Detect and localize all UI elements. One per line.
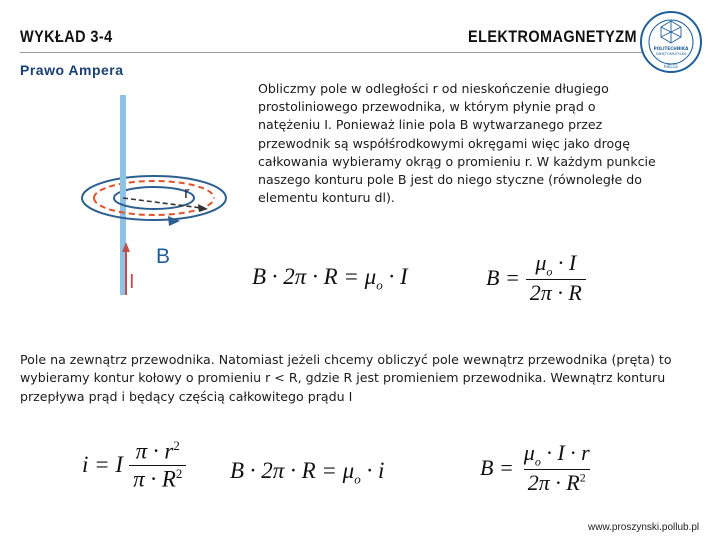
eq5-numerator: $\mu_o \cdot I \cdot r$ [523, 440, 590, 469]
eq3-lhs: i = I [82, 452, 124, 478]
radius-label: r [184, 183, 190, 202]
eq2-lhs: B = [486, 265, 520, 291]
logo-ring-text: KIELCE [664, 64, 678, 69]
footer-url[interactable]: www.proszynski.pollub.pl [588, 522, 700, 533]
eq2-numerator: $\mu_o \cdot I$ [535, 250, 577, 279]
current-label-I: I [129, 271, 135, 293]
eq3-numerator: $\pi \cdot r^2$ [135, 438, 180, 464]
field-direction-arrow [168, 216, 180, 226]
eq2-fraction [526, 250, 586, 306]
eq5-lhs: B = [480, 455, 514, 481]
eq1-lhs: B · 2π · R = μ [252, 264, 377, 289]
eq4-lhs: B · 2π · R = μ [230, 458, 355, 483]
logo-text-mid: ŚWIĘTOKRZYSKA [655, 52, 687, 56]
equation-B-inside [480, 440, 594, 496]
header-rule [20, 52, 690, 53]
equation-B-outside [486, 250, 586, 306]
dashed-contour-back [94, 181, 214, 198]
eq3-denominator: $\pi \cdot R^2$ [129, 465, 186, 493]
eq4-rhs: · i [360, 458, 385, 483]
equation-ampere-inside [230, 458, 384, 488]
radius-arrowhead [198, 204, 208, 212]
paragraph-inside: Pole na zewnątrz przewodnika. Natomiast jeżeli chcemy obliczyć pole wewnątrz przewodnika (pręta) to wybieramy kontur kołowy o promieniu r < R, gdzie R jest promieniem przewodnika. Wewnątrz konturu przepływa prąd i będący częścią całkowitego prądu I [20, 352, 672, 404]
eq4-subscript: o [354, 471, 361, 487]
logo-text-top: POLITECHNIKA [653, 46, 689, 51]
field-label-B: B [156, 245, 171, 268]
equation-ampere-outside [252, 264, 408, 294]
eq2-denominator: 2π · R [526, 279, 586, 306]
eq1-rhs: · I [382, 264, 408, 289]
university-logo [639, 10, 703, 74]
eq3-fraction [129, 438, 186, 492]
equation-current-fraction [82, 438, 186, 492]
eq1-subscript: o [376, 277, 383, 293]
course-title: ELEKTROMAGNETYZM [468, 27, 637, 46]
slide-subtitle: Prawo Ampera [20, 62, 124, 78]
eq5-fraction [520, 440, 594, 496]
lecture-title: WYKŁAD 3-4 [20, 27, 113, 46]
ampere-figure [80, 90, 250, 300]
eq5-denominator: $2\pi \cdot R^2$ [524, 469, 590, 496]
paragraph-intro: Obliczmy pole w odległości r od nieskończenie długiego prostoliniowego przewodnika, w którym płynie prąd o natężeniu I. Ponieważ linie pola B wytwarzanego przez przewodnik są współśrodkowymi okręgami więc jako drogę całkowania wybieramy okrąg o promieniu r. W każdym punkcie naszego konturu pole B jest do niego styczne (równoległe do elementu konturu dl). [258, 81, 656, 206]
